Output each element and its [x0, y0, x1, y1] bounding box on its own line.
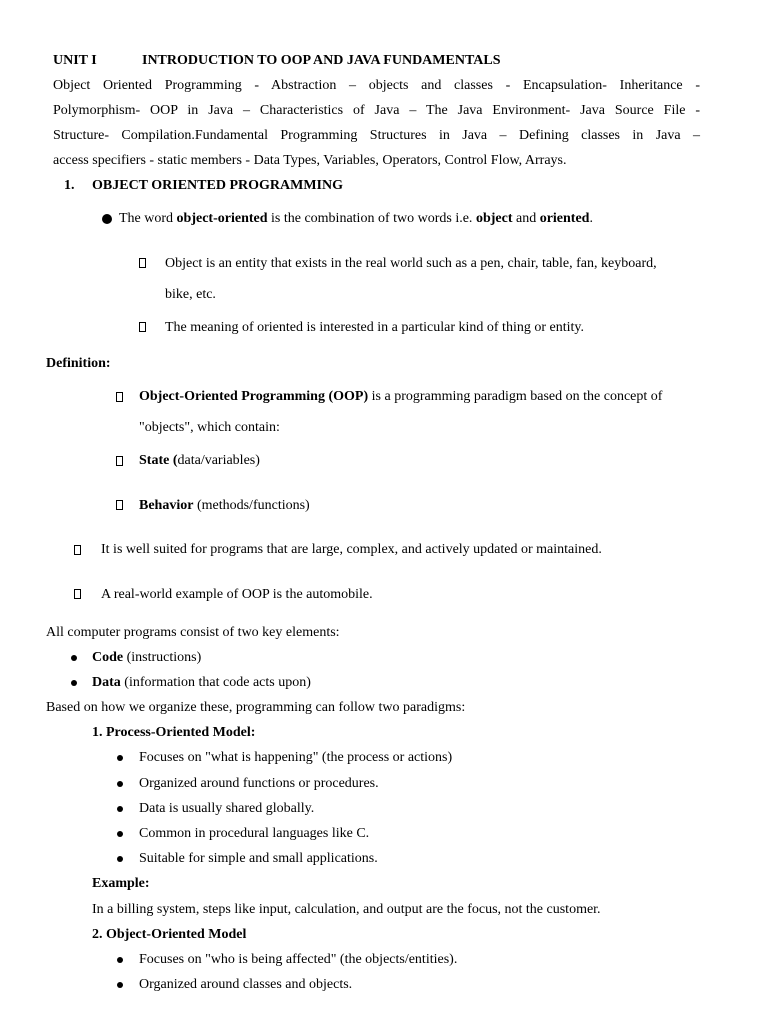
term-state: State (: [139, 453, 178, 468]
syllabus-line: Structure- Compilation.Fundamental Programming Structures in Java – Defining classes in Java –: [53, 128, 700, 143]
bullet-icon: [71, 655, 77, 661]
state-item: [139, 453, 260, 469]
section-title: OBJECT ORIENTED PROGRAMMING: [92, 178, 343, 193]
syllabus-line: Object Oriented Programming - Abstraction – objects and classes - Encapsulation- Inheritance -: [53, 78, 700, 93]
term-data: Data: [92, 675, 121, 690]
syllabus-line: Polymorphism- OOP in Java – Characteristics of Java – The Java Environment- Java Source File -: [53, 103, 700, 118]
bullet-icon: [117, 957, 123, 963]
oop-definition-line: "objects", which contain:: [139, 420, 280, 435]
list-item: Organized around functions or procedures.: [139, 776, 379, 791]
process-model-title: 1. Process-Oriented Model:: [92, 725, 256, 740]
section-number: 1.: [64, 178, 75, 193]
intro-text: .: [589, 211, 593, 226]
list-item: Common in procedural languages like C.: [139, 826, 370, 841]
paradigms-intro: Based on how we organize these, programming can follow two paradigms:: [46, 700, 466, 715]
bullet-icon: [117, 806, 123, 812]
term-code: Code: [92, 650, 124, 665]
term-oop: Object-Oriented Programming (OOP): [139, 389, 369, 404]
box-bullet-icon: [116, 456, 123, 466]
unit-label: UNIT I: [53, 53, 97, 68]
box-bullet-icon: [116, 392, 123, 402]
code-item: [92, 650, 201, 666]
object-definition-line: Object is an entity that exists in the real world such as a pen, chair, table, fan, keyboard,: [165, 256, 657, 271]
box-bullet-icon: [74, 545, 81, 555]
bullet-icon: [117, 831, 123, 837]
state-text: data/variables): [177, 453, 260, 468]
list-item: Organized around classes and objects.: [139, 977, 353, 992]
box-bullet-icon: [116, 500, 123, 510]
data-text: (information that code acts upon): [120, 675, 311, 690]
term-object: object: [475, 211, 513, 226]
bullet-icon: [117, 856, 123, 862]
data-item: [92, 675, 311, 691]
bullet-icon: [117, 982, 123, 988]
object-model-title: 2. Object-Oriented Model: [92, 927, 247, 942]
intro-text: The word: [119, 211, 177, 226]
intro-sentence: [119, 211, 593, 227]
suited-statement: It is well suited for programs that are large, complex, and actively updated or maintained.: [101, 542, 602, 557]
automobile-example: A real-world example of OOP is the automobile.: [101, 587, 373, 602]
definition-label: Definition:: [46, 356, 111, 371]
term-object-oriented: object-oriented: [176, 211, 268, 226]
intro-text: and: [512, 211, 540, 226]
object-definition-line: bike, etc.: [165, 287, 216, 302]
bullet-icon: [117, 781, 123, 787]
term-behavior: Behavior: [139, 498, 194, 513]
elements-intro: All computer programs consist of two key elements:: [46, 625, 340, 640]
box-bullet-icon: [139, 322, 146, 332]
syllabus-line: access specifiers - static members - Data Types, Variables, Operators, Control Flow, Arrays.: [53, 153, 567, 168]
intro-text: is the combination of two words i.e.: [267, 211, 476, 226]
code-text: (instructions): [123, 650, 202, 665]
list-item: Focuses on "what is happening" (the process or actions): [139, 750, 453, 765]
bullet-icon: [102, 214, 112, 224]
example-label: Example:: [92, 876, 150, 891]
oriented-definition-line: The meaning of oriented is interested in a particular kind of thing or entity.: [165, 320, 584, 335]
behavior-item: [139, 498, 310, 514]
bullet-icon: [117, 755, 123, 761]
oop-definition-line: [139, 389, 662, 405]
box-bullet-icon: [139, 258, 146, 268]
oop-definition-text: is a programming paradigm based on the concept of: [368, 389, 663, 404]
term-oriented: oriented: [539, 211, 590, 226]
list-item: Focuses on "who is being affected" (the objects/entities).: [139, 952, 458, 967]
bullet-icon: [71, 680, 77, 686]
list-item: Data is usually shared globally.: [139, 801, 315, 816]
page-title: INTRODUCTION TO OOP AND JAVA FUNDAMENTALS: [142, 53, 501, 68]
example-text: In a billing system, steps like input, calculation, and output are the focus, not the customer.: [92, 902, 601, 917]
behavior-text: (methods/functions): [193, 498, 310, 513]
list-item: Suitable for simple and small applications.: [139, 851, 378, 866]
box-bullet-icon: [74, 589, 81, 599]
